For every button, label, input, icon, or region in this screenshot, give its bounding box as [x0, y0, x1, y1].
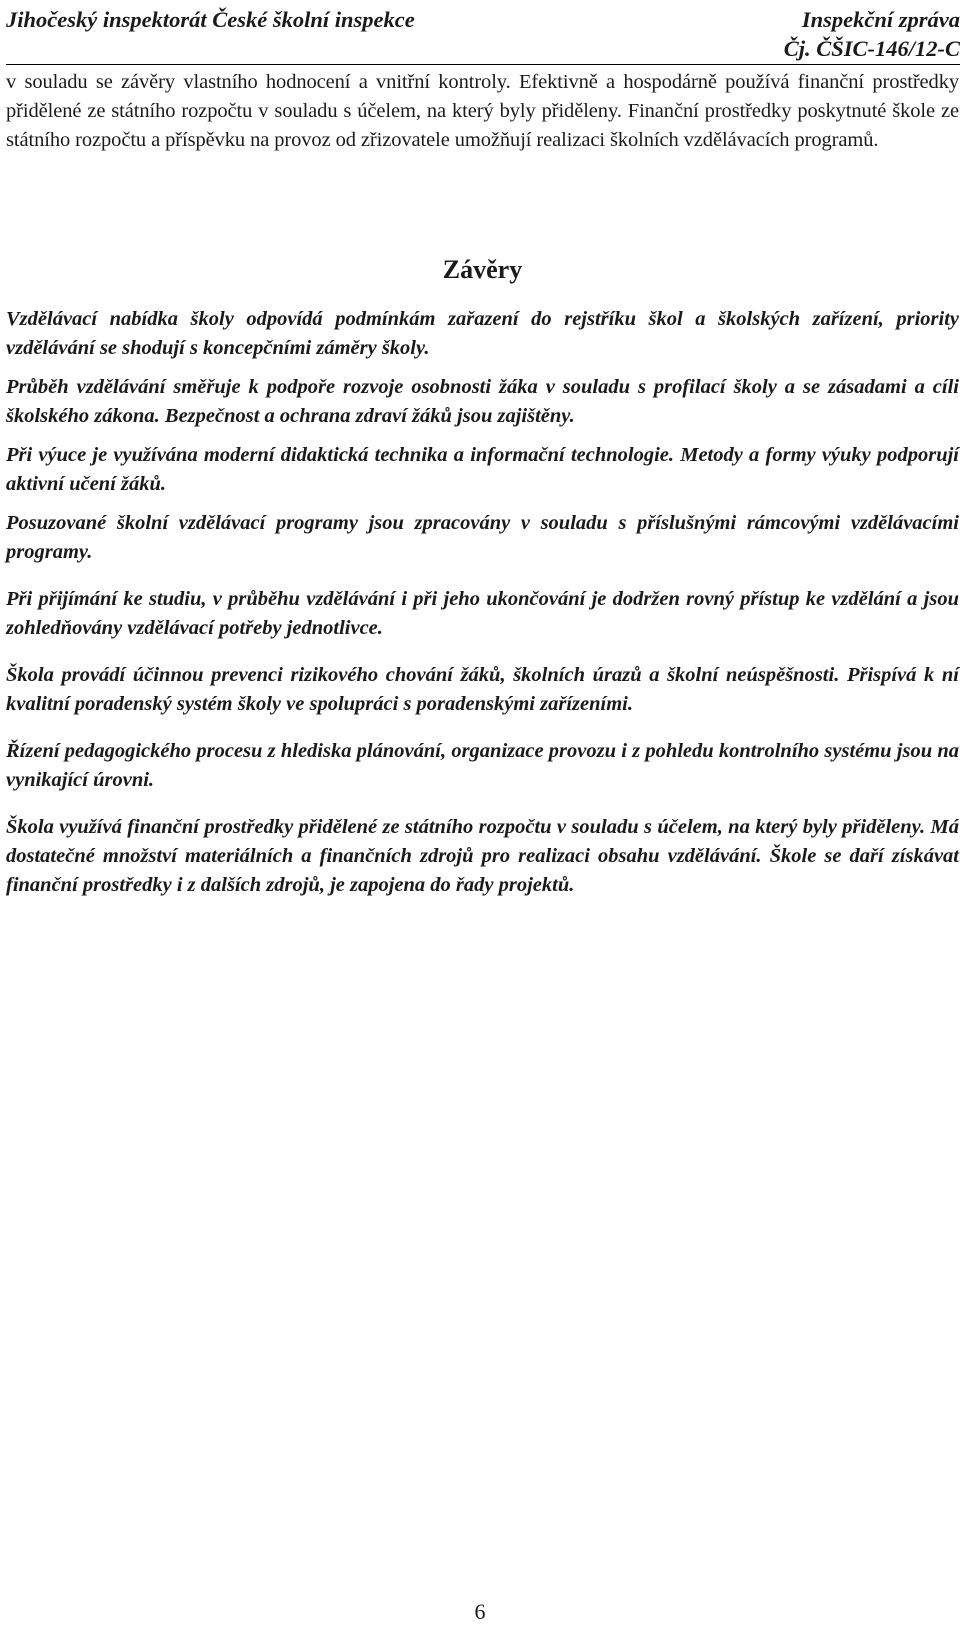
- conclusion-paragraph: Řízení pedagogického procesu z hlediska plánování, organizace provozu i z pohledu kontrolního systému jsou na vynikající úrovni.: [6, 740, 959, 791]
- header-report-info: [740, 5, 960, 63]
- conclusion-paragraph: Posuzované školní vzdělávací programy jsou zpracovány v souladu s příslušnými rámcovými vzdělávacími programy.: [6, 512, 959, 563]
- header-institution: Jihočeský inspektorát České školní inspekce: [6, 7, 415, 32]
- conclusion-paragraph: Průběh vzdělávání směřuje k podpoře rozvoje osobnosti žáka v souladu s profilací školy a se zásadami a cíli školského zákona. Bezpečnost a ochrana zdraví žáků jsou zajištěny.: [6, 376, 959, 427]
- conclusion-paragraph: Vzdělávací nabídka školy odpovídá podmínkám zařazení do rejstříku škol a školských zařízení, priority vzdělávání se shodují s koncepčními záměry školy.: [6, 308, 959, 359]
- conclusion-paragraph: Škola využívá finanční prostředky přidělené ze státního rozpočtu v souladu s účelem, na který byly přiděleny. Má dostatečné množství materiálních a finančních zdrojů pro realizaci obsahu vzdělávání. Škole se daří získávat finanční prostředky i z dalších zdrojů, je zapojena do řady projektů.: [6, 816, 959, 896]
- conclusion-paragraph: Při přijímání ke studiu, v průběhu vzdělávání i při jeho ukončování je dodržen rovný přístup ke vzdělání a jsou zohledňovány vzdělávací potřeby jednotlivce.: [6, 588, 959, 639]
- section-heading: Závěry: [442, 255, 523, 284]
- conclusion-paragraph: Škola provádí účinnou prevenci rizikového chování žáků, školních úrazů a školní neúspěšnosti. Přispívá k ní kvalitní poradenský systém školy ve spolupráci s poradenskými zařízeními.: [6, 664, 959, 715]
- header-rule: [6, 64, 960, 65]
- page-content: [6, 68, 959, 900]
- intro-paragraph: v souladu se závěry vlastního hodnocení a vnitřní kontroly. Efektivně a hospodárně používá finanční prostředky přidělené ze státního rozpočtu v souladu s účelem, na který byly přiděleny. Finanční prostředky poskytnuté škole ze státního rozpočtu a příspěvku na provoz od zřizovatele umožňují realizaci školních vzdělávacích programů.: [6, 71, 959, 151]
- page-header: [6, 0, 960, 60]
- conclusion-paragraph: Při výuce je využívána moderní didaktická technika a informační technologie. Metody a formy výuky podporují aktivní učení žáků.: [6, 444, 959, 495]
- page-number: 6: [474, 1599, 486, 1624]
- header-reference-number: Čj. ČŠIC-146/12-C: [783, 36, 960, 61]
- header-report-title: Inspekční zpráva: [801, 7, 960, 32]
